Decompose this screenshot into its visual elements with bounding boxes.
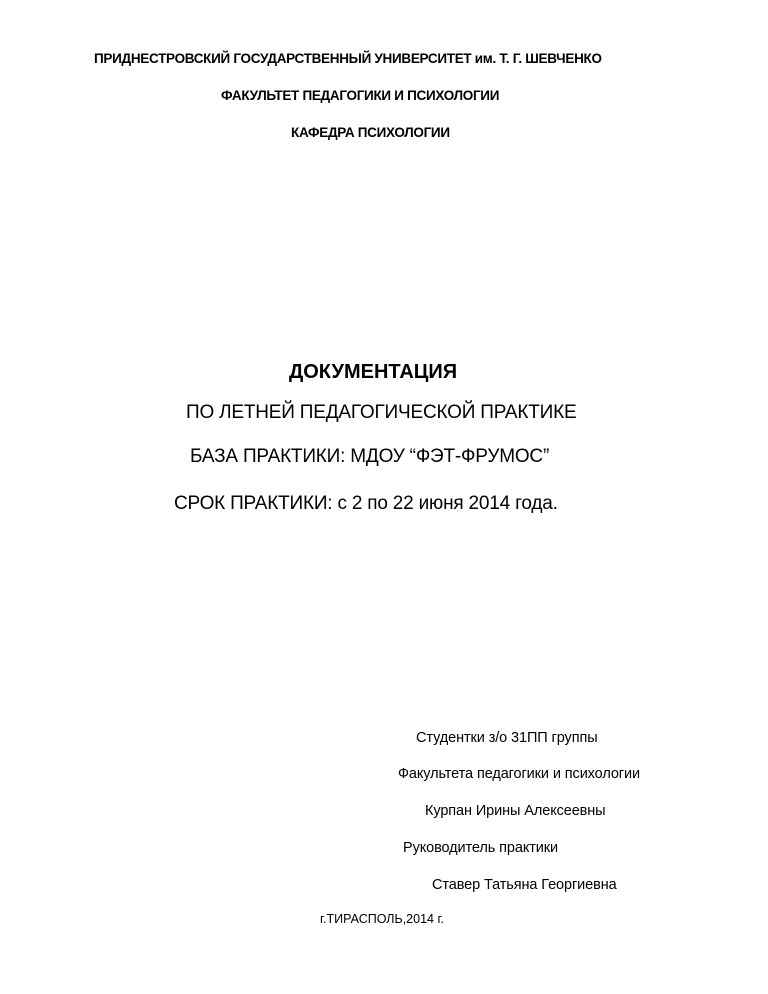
practice-period: СРОК ПРАКТИКИ: с 2 по 22 июня 2014 года. — [174, 493, 558, 514]
student-name: Курпан Ирины Алексеевны — [425, 803, 606, 819]
university-name: ПРИДНЕСТРОВСКИЙ ГОСУДАРСТВЕННЫЙ УНИВЕРСИТЕТ им. Т. Г. ШЕВЧЕНКО — [94, 51, 602, 66]
department-name: КАФЕДРА ПСИХОЛОГИИ — [291, 125, 450, 140]
student-faculty: Факультета педагогики и психологии — [398, 766, 640, 782]
practice-base: БАЗА ПРАКТИКИ: МДОУ “ФЭТ-ФРУМОС” — [190, 446, 550, 467]
document-subtitle: ПО ЛЕТНЕЙ ПЕДАГОГИЧЕСКОЙ ПРАКТИКЕ — [186, 402, 577, 423]
student-group: Студентки з/о 31ПП группы — [416, 730, 598, 746]
supervisor-name: Ставер Татьяна Георгиевна — [432, 877, 617, 893]
faculty-name: ФАКУЛЬТЕТ ПЕДАГОГИКИ И ПСИХОЛОГИИ — [221, 88, 500, 103]
supervisor-label: Руководитель практики — [403, 840, 559, 856]
document-title: ДОКУМЕНТАЦИЯ — [289, 361, 458, 383]
city-year: г.ТИРАСПОЛЬ,2014 г. — [320, 912, 444, 926]
